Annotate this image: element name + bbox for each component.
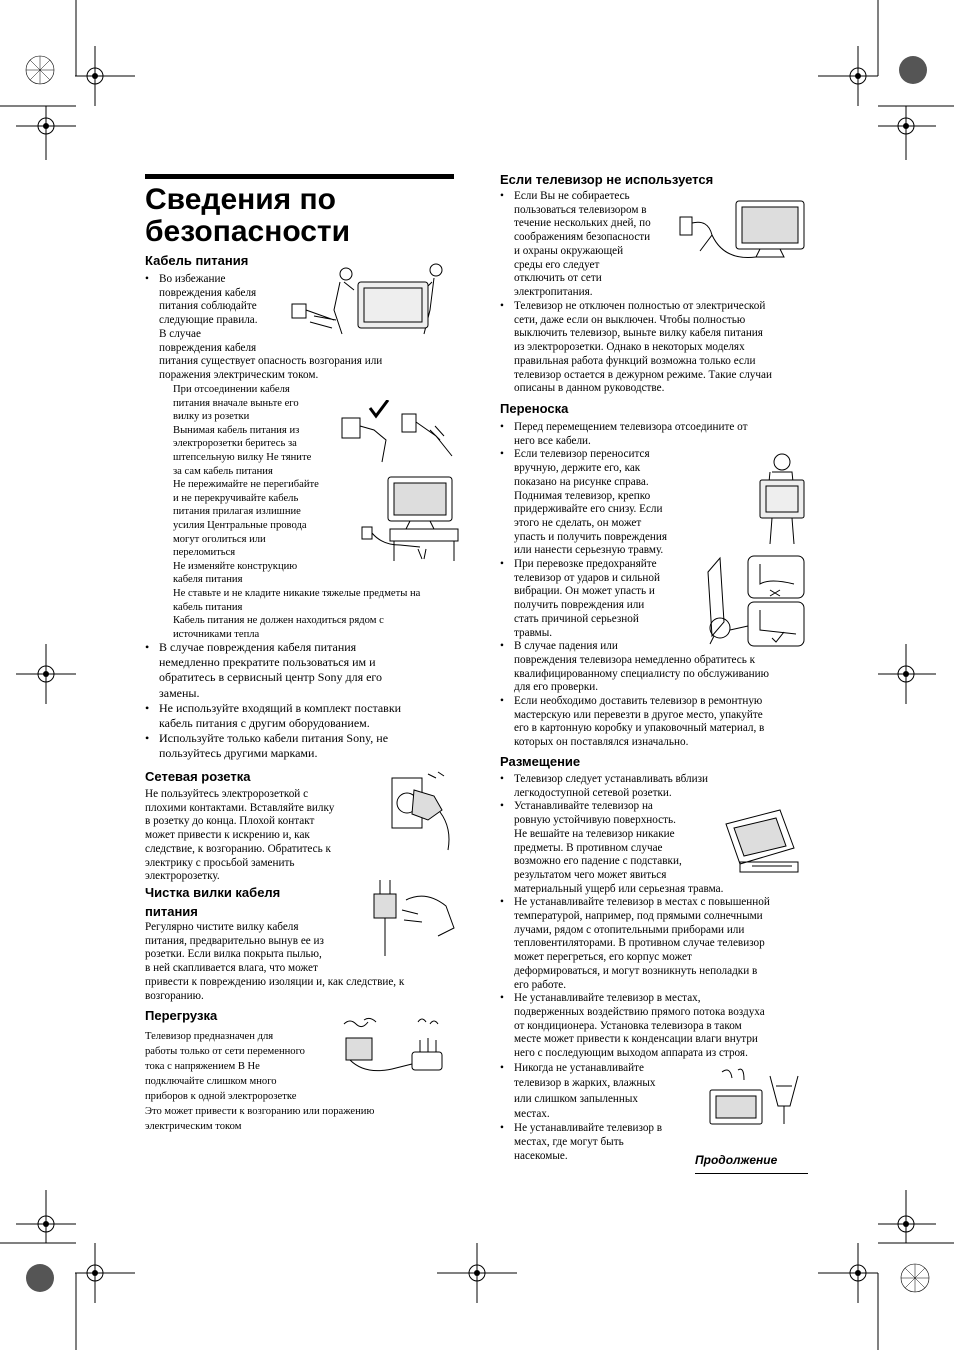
overload-heading: Перегрузка (145, 1008, 218, 1023)
unstable-tv-illustration (722, 806, 808, 874)
overload-text: Телевизор предназначен для работы только от сети переменного тока с напряжением В Не подключайте слишком много приборов к одной электророзетке Это может привести к возгоранию или поражению электрическим током (145, 1031, 375, 1132)
power-cable-heading: Кабель питания (145, 253, 249, 268)
carrying-heading: Переноска (500, 401, 569, 416)
not-used-bullet-1: • Если Вы не собираетесь пользоваться телевизором в течение нескольких дней, по соображениям безопасности и охраны окружающей среды его следует отключить от сети электропитания. (500, 190, 651, 298)
power-cable-bullet-1: • Во избежание повреждения кабеля питания соблюдайте следующие правила. В случае повреждения кабеля питания существует опасность возгорания или поражения электрическим током. (145, 273, 383, 381)
cleaning-heading: Чистка вилки кабеля питания (145, 885, 281, 919)
cleaning-text: Регулярно чистите вилку кабеля питания, предварительно вынув ее из розетки. Если вилка покрыта пылью, в ней скапливается влага, что может привести к повреждению изоляции и, как следствие, к возгоранию. (145, 921, 405, 1002)
tv-stand-cable-illustration (360, 475, 460, 567)
not-used-heading: Если телевизор не используется (500, 172, 714, 187)
placement-heading: Размещение (500, 754, 581, 769)
unplug-tv-illustration (676, 195, 808, 267)
outlet-illustration (388, 768, 458, 852)
outlet-heading: Сетевая розетка (145, 769, 251, 784)
continued-rule (695, 1173, 808, 1174)
tv-transport-illustration (700, 552, 808, 650)
hot-humid-place-illustration (700, 1066, 808, 1130)
carrying-tv-illustration (284, 260, 454, 335)
page-title: Сведения по безопасности (145, 183, 351, 248)
plug-cleaning-illustration (366, 880, 458, 958)
carrying-bullet-1: • Перед перемещением телевизора отсоедините от него все кабели. • Если телевизор переносится вручную, держите его, как показано на рисунке справа. Поднимая телевизор, крепко придерживайте его снизу. Если этого не сделать, он может упасть и получить повреждения или нанести серьезную травму. • При перевозке предохраняйте телевизор от ударов и сильной вибрации. Он может упасть и получить повреждения или стать причиной серьезной травмы. • В случае падения или повреждения телевизора немедленно обратитесь к квалифицированному специалисту по обслуживанию для его проверки. • Если необходимо доставить телевизор в ремонтную мастерскую или перевезти в другое место, упакуйте его в картонную коробку и упаковочный материал, в которых он поставлялся изначально. (500, 421, 769, 749)
overloaded-outlet-illustration (336, 1016, 456, 1080)
power-cable-subrules: При отсоединении кабеля питания вначале выньте его вилку из розетки Вынимая кабель питания из электророзетки беритесь за штепсельную вилку Не тяните за сам кабель питания Не пережимайте не перегибайте и не перекручивайте кабель питания прилагая излишние усилия Центральные провода могут оголиться или переломиться Не изменяйте конструкцию кабеля питания Не ставьте и не кладите никакие тяжелые предметы на кабель питания Кабель питания не должен находиться рядом с источниками тепла (173, 384, 421, 640)
not-used-bullet-2: • Телевизор не отключен полностью от электрической сети, даже если он выключен. Чтобы полностью выключить телевизор, выньте вилку кабеля питания из электророзетки. Однако в некоторых моделях правильная работа функций возможна только если телевизор остается в дежурном режиме. Такие случаи описаны в данном руководстве. (500, 300, 772, 395)
placement-bullets: • Телевизор следует устанавливать вблизи легкодоступной сетевой розетки. • Устанавливайте телевизор на ровную устойчивую поверхность. Не вешайте на телевизор никакие предметы. В противном случае возможно его падение с подставки, результатом чего может явиться материальный ущерб или серьезная травма. • Не устанавливайте телевизор в местах с повышенной температурой, например, под прямыми солнечными лучами, рядом с отопительными приборами или тепловентиляторами. В противном случае телевизор может перегреться, его корпус может деформироваться, и могут возникнуть неполадки в его работе. • Не устанавливайте телевизор в местах, подверженных воздействию прямого потока воздуха от кондиционера. Установка телевизора в таком месте может привести к конденсации влаги внутри него с последующим выходом аппарата из строя. • Никогда не устанавливайте телевизор в жарких, влажных или слишком запыленных местах. • Не устанавливайте телевизор в местах, где могут быть насекомые. (500, 773, 770, 1162)
unplug-illustration (340, 400, 458, 468)
title-rule (145, 174, 454, 179)
power-cable-bullets-2: • В случае повреждения кабеля питания немедленно прекратите пользоваться им и обратитесь в сервисный центр Sony для его замены. • Не используйте входящий в комплект поставки кабель питания с другим оборудованием. • Используйте только кабели питания Sony, не пользуйтесь другими марками. (145, 640, 402, 761)
continued-label: Продолжение (695, 1153, 778, 1167)
person-carrying-tv-illustration (754, 452, 810, 546)
outlet-text: Не пользуйтесь электророзеткой с плохими контактами. Вставляйте вилку в розетку до конца. Плохой контакт может привести к искрению и, как следствие, к возгоранию. Обратитесь к электрику с просьбой заменить электророзетку. (145, 788, 335, 883)
